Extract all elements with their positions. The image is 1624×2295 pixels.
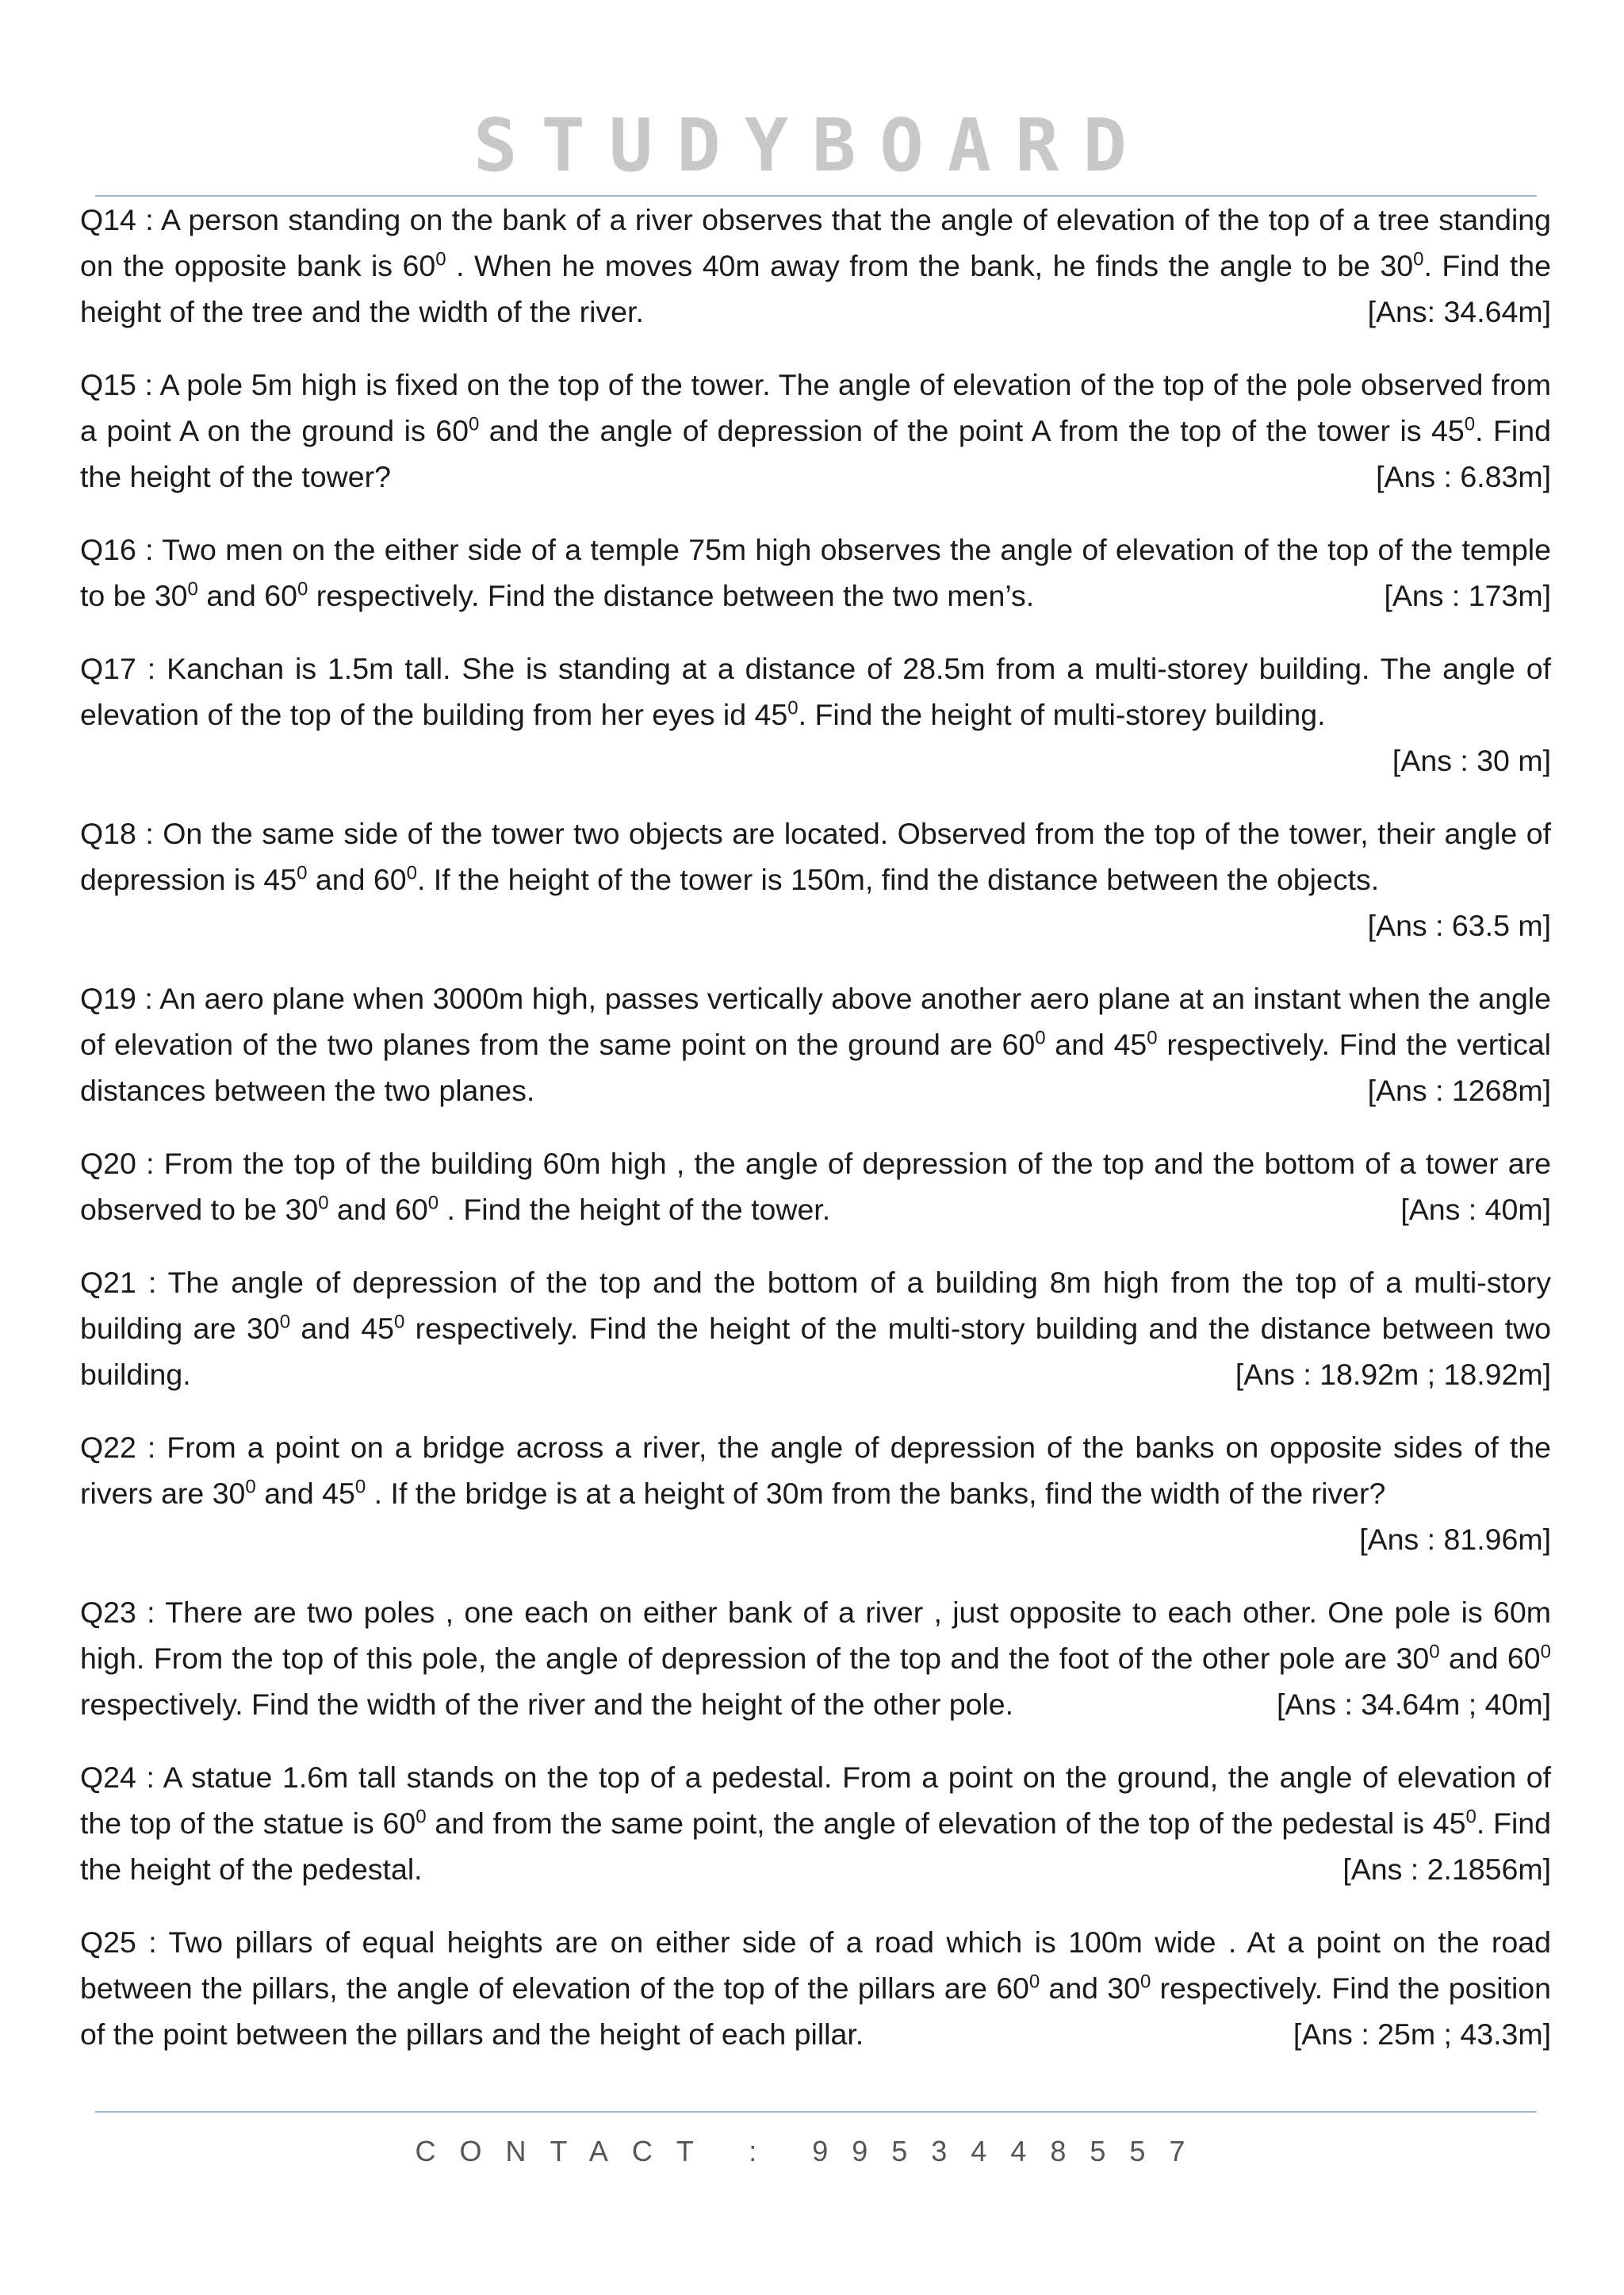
question-q23 [80,1589,1551,1727]
answer-q14: [Ans: 34.64m] [1367,295,1551,328]
question-text-q15: Q15 : A pole 5m high is fixed on the top of the tower. The angle of elevation of the top of the pole observed from a point A on the ground is $60^0$ and the angle of depression of the point A from the top of the tower is $45^0$. Find the height of the tower? [80,368,1551,493]
question-q16 [80,527,1551,619]
question-text-q21: Q21 : The angle of depression of the top and the bottom of a building 8m high from the top of a multi-story building are $30^0$ and $45^0$ respectively. Find the height of the multi-story building and the distance between two building. [80,1266,1551,1391]
question-list [80,197,1551,2084]
question-text-q22: Q22 : From a point on a bridge across a river, the angle of depression of the banks on opposite sides of the rivers are $30^0$ and $45^0$ . If the bridge is at a height of 30m from the banks, find the width of the river? [80,1431,1551,1510]
answer-q23: [Ans : 34.64m ; 40m] [1277,1688,1551,1721]
answer-q16: [Ans : 173m] [1384,579,1551,612]
question-text-q20: Q20 : From the top of the building 60m high , the angle of depression of the top and the bottom of a tower are observed to be $30^0$ and $60^0$ . Find the height of the tower. [80,1147,1551,1226]
question-q17 [80,646,1551,784]
answer-q22: [Ans : 81.96m] [1359,1523,1551,1556]
question-q25 [80,1919,1551,2057]
question-text-q19: Q19 : An aero plane when 3000m high, passes vertically above another aero plane at an instant when the angle of elevation of the two planes from the same point on the ground are $60^0$ and $45^0$ respectively. Find the vertical distances between the two planes. [80,982,1551,1107]
question-q14 [80,197,1551,335]
contact-footer: CONTACT : 9953448557 [415,2135,1209,2167]
answer-q17: [Ans : 30 m] [1392,744,1551,777]
question-text-q24: Q24 : A statue 1.6m tall stands on the top of a pedestal. From a point on the ground, the angle of elevation of the top of the statue is $60^0$ and from the same point, the angle of elevation of the top of the pedestal is $45^0$. Find the height of the pedestal. [80,1761,1552,1886]
question-q15 [80,362,1551,500]
answer-q24: [Ans : 2.1856m] [1342,1852,1551,1886]
answer-q25: [Ans : 25m ; 43.3m] [1293,2017,1551,2051]
question-text-q17: Q17 : Kanchan is 1.5m tall. She is standing at a distance of 28.5m from a multi-storey building. The angle of elevation of the top of the building from her eyes id $45^0$. Find the height of multi-storey building. [80,652,1551,731]
footer-divider [95,2111,1537,2113]
question-q18 [80,810,1551,948]
answer-q20: [Ans : 40m] [1400,1193,1551,1226]
studyboard-logo: STUDYBOARD [473,103,1151,188]
question-q21 [80,1259,1551,1397]
answer-q21: [Ans : 18.92m ; 18.92m] [1235,1358,1551,1391]
question-q19 [80,975,1551,1113]
question-q20 [80,1140,1551,1232]
question-text-q25: Q25 : Two pillars of equal heights are on either side of a road which is 100m wide . At a point on the road between the pillars, the angle of elevation of the top of the pillars are $60^0$ and $30^0$ respectively. Find the position of the point between the pillars and the height of each pillar. [80,1925,1551,2051]
question-q24 [80,1754,1551,1892]
question-q22 [80,1424,1551,1562]
question-text-q14: Q14 : A person standing on the bank of a river observes that the angle of elevation of the top of a tree standing on the opposite bank is $60^0$ . When he moves 40m away from the bank, he finds the angle to be $30^0$. Find the height of the tree and the width of the river. [80,203,1551,328]
question-text-q16: Q16 : Two men on the either side of a temple 75m high observes the angle of elevation of the top of the temple to be $30^0$ and $60^0$ respectively. Find the distance between the two men’s. [80,533,1551,612]
question-text-q18: Q18 : On the same side of the tower two objects are located. Observed from the top of the tower, their angle of depression is $45^0$ and $60^0$. If the height of the tower is 150m, find the distance between the objects. [80,817,1551,896]
answer-q15: [Ans : 6.83m] [1376,460,1551,493]
answer-q18: [Ans : 63.5 m] [1367,909,1551,942]
answer-q19: [Ans : 1268m] [1367,1074,1551,1107]
question-text-q23: Q23 : There are two poles , one each on either bank of a river , just opposite to each other. One pole is 60m high. From the top of this pole, the angle of depression of the top and the foot of the other pole are $30^0$ and $60^0$ respectively. Find the width of the river and the height of the other pole. [80,1596,1551,1721]
